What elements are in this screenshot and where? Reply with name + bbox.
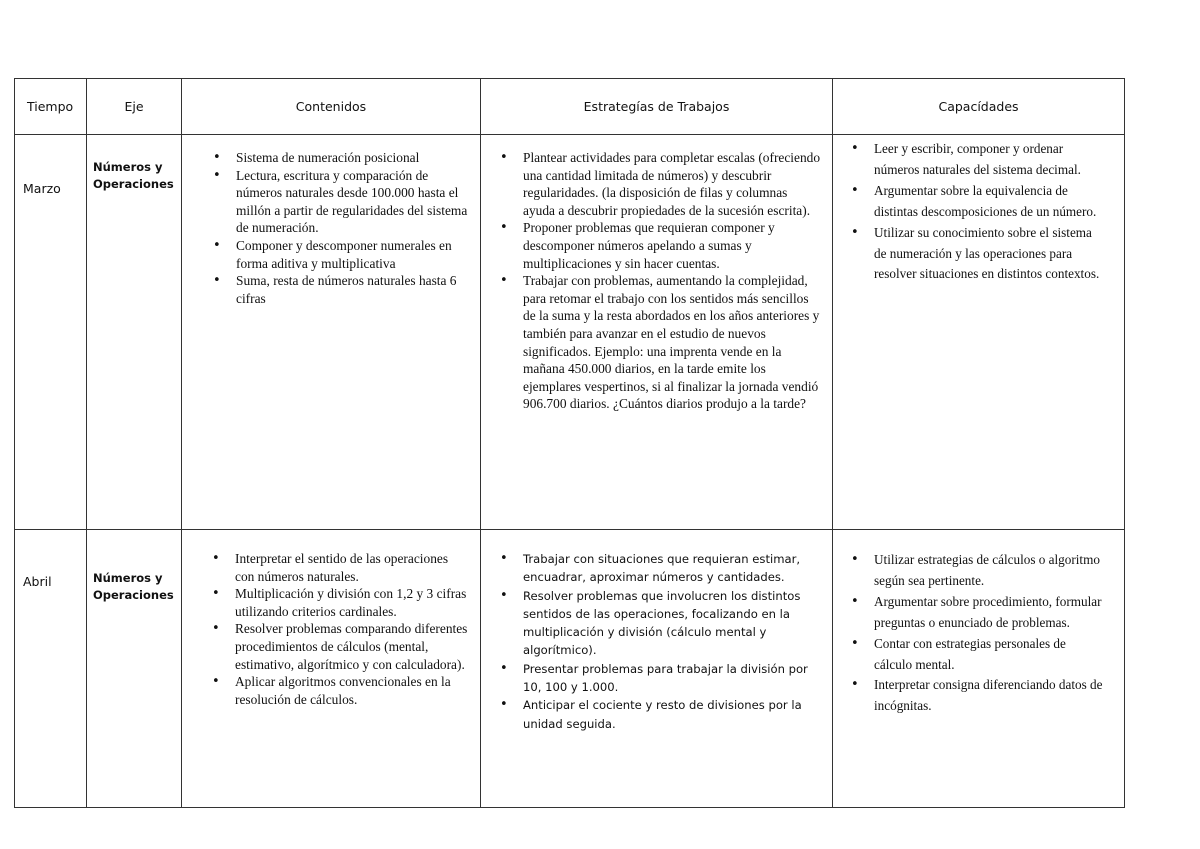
planning-table: [14, 78, 1125, 808]
cell-eje: [87, 530, 182, 808]
eje-label: Números y Operaciones: [93, 571, 174, 602]
header-estrategias: Estrategías de Trabajos: [481, 79, 833, 135]
list-item: • Anticipar el cociente y resto de divisiones por la unidad seguida.: [523, 696, 822, 733]
list-item: • Sistema de numeración posicional: [236, 149, 472, 167]
list-item: • Interpretar consigna diferenciando datos de incógnitas.: [874, 675, 1104, 717]
list-item: • Interpretar el sentido de las operaciones con números naturales.: [235, 550, 468, 585]
contenidos-list: [182, 530, 480, 708]
month-label: Marzo: [23, 181, 61, 196]
list-item: • Resolver problemas que involucren los distintos sentidos de las operaciones, focalizando en la multiplicación y división (cálculo mental y algorítmico).: [523, 587, 822, 660]
cell-capacidades: [833, 135, 1125, 530]
list-item: • Resolver problemas comparando diferentes procedimientos de cálculos (mental, estimativo, algorítmico y con calculadora).: [235, 620, 468, 673]
list-item: • Leer y escribir, componer y ordenar números naturales del sistema decimal.: [874, 139, 1104, 181]
cell-tiempo: [15, 135, 87, 530]
table-row-marzo: [15, 135, 1125, 530]
cell-estrategias: [481, 135, 833, 530]
list-item: • Multiplicación y división con 1,2 y 3 cifras utilizando criterios cardinales.: [235, 585, 468, 620]
cell-tiempo: [15, 530, 87, 808]
capacidades-list: [833, 530, 1124, 717]
list-item: • Trabajar con problemas, aumentando la complejidad, para retomar el trabajo con los sentidos más sencillos de la suma y la resta abordados en los años anteriores y también para avanzar en el estudio de nuevos significados. Ejemplo: una imprenta vende en la mañana 450.000 diarios, en la tarde emite los ejemplares vespertinos, si al finalizar la jornada vendió 906.700 diarios. ¿Cuántos diarios produjo a la tarde?: [523, 272, 822, 413]
list-item: • Lectura, escritura y comparación de números naturales desde 100.000 hasta el millón a partir de regularidades del sistema de numeración.: [236, 167, 472, 237]
list-item: • Argumentar sobre procedimiento, formular preguntas o enunciado de problemas.: [874, 592, 1104, 634]
header-tiempo: Tiempo: [15, 79, 87, 135]
list-item: • Componer y descomponer numerales en forma aditiva y multiplicativa: [236, 237, 472, 272]
list-item: • Contar con estrategias personales de cálculo mental.: [874, 634, 1104, 676]
header-contenidos: Contenidos: [182, 79, 481, 135]
list-item: • Aplicar algoritmos convencionales en la resolución de cálculos.: [235, 673, 468, 708]
cell-contenidos: [182, 135, 481, 530]
estrategias-list: [481, 135, 832, 413]
list-item: • Proponer problemas que requieran componer y descomponer números apelando a sumas y multiplicaciones y sin hacer cuentas.: [523, 219, 822, 272]
list-item: • Suma, resta de números naturales hasta 6 cifras: [236, 272, 472, 307]
cell-eje: [87, 135, 182, 530]
cell-contenidos: [182, 530, 481, 808]
header-row: [15, 79, 1125, 135]
header-capacidades: Capacídades: [833, 79, 1125, 135]
contenidos-list: [182, 135, 480, 307]
cell-estrategias: [481, 530, 833, 808]
list-item: • Argumentar sobre la equivalencia de distintas descomposiciones de un número.: [874, 181, 1104, 223]
table-row-abril: [15, 530, 1125, 808]
list-item: • Utilizar estrategias de cálculos o algoritmo según sea pertinente.: [874, 550, 1104, 592]
list-item: • Utilizar su conocimiento sobre el sistema de numeración y las operaciones para resolver situaciones en distintos contextos.: [874, 223, 1104, 286]
cell-capacidades: [833, 530, 1125, 808]
capacidades-list: [833, 135, 1124, 285]
month-label: Abril: [23, 574, 52, 589]
header-eje: Eje: [87, 79, 182, 135]
list-item: • Trabajar con situaciones que requieran estimar, encuadrar, aproximar números y cantidades.: [523, 550, 822, 587]
eje-label: Números y Operaciones: [93, 160, 174, 191]
list-item: • Plantear actividades para completar escalas (ofreciendo una cantidad limitada de números) y descubrir regularidades. (la disposición de filas y columnas ayuda a descubrir propiedades de la sucesión escrita).: [523, 149, 822, 219]
estrategias-list: [481, 530, 832, 733]
list-item: • Presentar problemas para trabajar la división por 10, 100 y 1.000.: [523, 660, 822, 697]
